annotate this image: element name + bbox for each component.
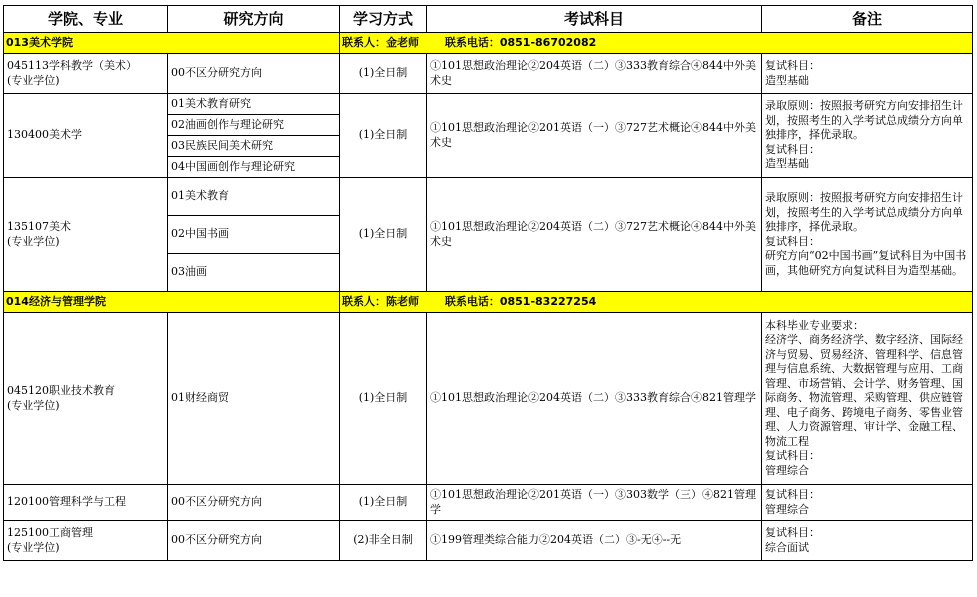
header-notes: 备注	[762, 6, 973, 33]
header-mode: 学习方式	[340, 6, 427, 33]
major-name: 130400美术学	[7, 128, 82, 142]
section-name: 014经济与管理学院	[4, 292, 340, 313]
note-line: 研究方向“02中国书画”复试科目为中国书画，其他研究方向复试科目为造型基础。	[765, 249, 967, 277]
note-line: 管理综合	[765, 502, 809, 516]
header-direction: 研究方向	[168, 6, 340, 33]
direction-cell: 03油画	[168, 254, 340, 292]
direction-cell: 01美术教育研究	[168, 94, 340, 115]
direction-cell: 00不区分研究方向	[168, 54, 340, 94]
notes-cell	[762, 313, 973, 485]
notes-cell	[762, 54, 973, 94]
major-name: 135107美术	[7, 220, 71, 233]
major-cell	[4, 521, 168, 561]
note-line: 管理综合	[765, 463, 809, 477]
major-cell	[4, 94, 168, 178]
degree-type: (专业学位)	[7, 540, 60, 554]
direction-cell: 01美术教育	[168, 178, 340, 216]
subjects-cell: ①199管理类综合能力②204英语（二）③-无④--无	[427, 521, 762, 561]
note-line: 录取原则：按照报考研究方向安排招生计划，按照考生的入学考试总成绩分方向单独排序，择优录取。	[765, 191, 963, 233]
major-cell	[4, 54, 168, 94]
section-row-economics	[4, 292, 973, 313]
section-row-art	[4, 33, 973, 54]
subjects-cell: ①101思想政治理论②204英语（二）③333教育综合④844中外美术史	[427, 54, 762, 94]
note-line: 综合面试	[765, 540, 809, 554]
notes-cell	[762, 485, 973, 521]
direction-cell: 02中国书画	[168, 216, 340, 254]
note-line: 造型基础	[765, 157, 809, 171]
section-contact: 联系人：金老师	[342, 35, 419, 49]
mode-cell: (1)全日制	[340, 178, 427, 292]
note-line: 复试科目：	[765, 142, 820, 156]
table-row	[4, 94, 973, 115]
notes-cell	[762, 178, 973, 292]
major-cell	[4, 178, 168, 292]
header-college: 学院、专业	[4, 6, 168, 33]
major-name: 120100管理科学与工程	[7, 495, 126, 509]
table-row	[4, 485, 973, 521]
section-phone: 联系电话：0851-86702082	[444, 35, 597, 49]
section-phone: 联系电话：0851-83227254	[444, 294, 597, 308]
major-name: 045113学科教学（美术）	[7, 59, 137, 72]
notes-cell	[762, 94, 973, 178]
mode-cell: (1)全日制	[340, 313, 427, 485]
direction-cell: 03民族民间美术研究	[168, 136, 340, 157]
table-row	[4, 54, 973, 94]
mode-cell: (1)全日制	[340, 94, 427, 178]
subjects-cell: ①101思想政治理论②201英语（一）③303数学（三）④821管理学	[427, 485, 762, 521]
degree-type: (专业学位)	[7, 398, 60, 412]
note-line: 复试科目：	[765, 234, 820, 248]
degree-type: (专业学位)	[7, 73, 60, 87]
direction-cell: 00不区分研究方向	[168, 485, 340, 521]
section-contact: 联系人：陈老师	[342, 294, 419, 308]
note-line: 造型基础	[765, 73, 809, 87]
major-cell	[4, 485, 168, 521]
note-line: 复试科目：	[765, 488, 820, 501]
subjects-cell: ①101思想政治理论②204英语（二）③727艺术概论④844中外美术史	[427, 178, 762, 292]
note-line: 复试科目：	[765, 526, 820, 539]
header-row	[4, 6, 973, 33]
section-name: 013美术学院	[4, 33, 340, 54]
table-row	[4, 313, 973, 485]
degree-type: (专业学位)	[7, 234, 60, 248]
catalog-table	[3, 5, 973, 561]
note-line: 复试科目：	[765, 59, 820, 72]
direction-cell: 02油画创作与理论研究	[168, 115, 340, 136]
direction-cell: 04中国画创作与理论研究	[168, 157, 340, 178]
header-subjects: 考试科目	[427, 6, 762, 33]
notes-cell	[762, 521, 973, 561]
subjects-cell: ①101思想政治理论②204英语（二）③333教育综合④821管理学	[427, 313, 762, 485]
direction-cell: 00不区分研究方向	[168, 521, 340, 561]
major-name: 125100工商管理	[7, 526, 93, 539]
mode-cell: (2)非全日制	[340, 521, 427, 561]
major-name: 045120职业技术教育	[7, 384, 115, 397]
mode-cell: (1)全日制	[340, 485, 427, 521]
mode-cell: (1)全日制	[340, 54, 427, 94]
note-line: 复试科目：	[765, 449, 820, 463]
major-cell	[4, 313, 168, 485]
table-row	[4, 521, 973, 561]
admissions-catalog	[3, 5, 973, 561]
note-line: 本科毕业专业要求：	[765, 318, 864, 332]
subjects-cell: ①101思想政治理论②201英语（一）③727艺术概论④844中外美术史	[427, 94, 762, 178]
table-row	[4, 178, 973, 216]
direction-cell: 01财经商贸	[168, 313, 340, 485]
note-line: 经济学、商务经济学、数字经济、国际经济与贸易、贸易经济、管理科学、信息管理与信息系统、大数据管理与应用、工商管理、市场营销、会计学、财务管理、国际商务、物流管理、采购管理、供应链管理、电子商务、跨境电子商务、零售业管理、人力资源管理、审计学、金融工程、物流工程	[765, 333, 963, 448]
note-line: 录取原则：按照报考研究方向安排招生计划，按照考生的入学考试总成绩分方向单独排序，择优录取。	[765, 99, 963, 142]
